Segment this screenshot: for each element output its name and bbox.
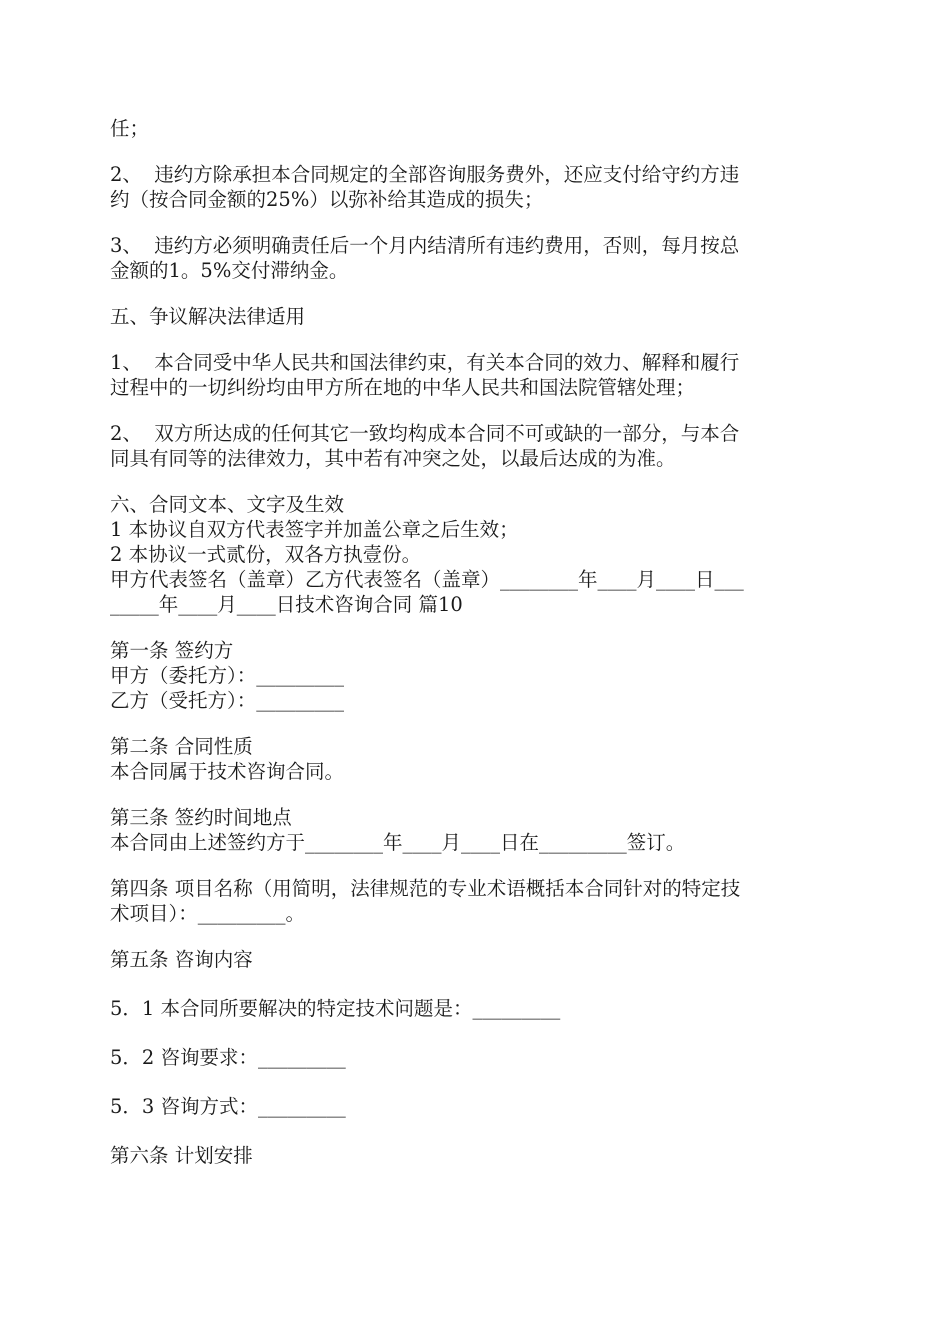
- article-2-heading: 第二条 合同性质: [110, 735, 253, 758]
- article-4-heading: 第四条 项目名称（用简明，法律规范的专业术语概括本合同针对的特定技: [110, 877, 741, 900]
- clause-6-2: 2 本协议一式贰份，双各方执壹份。: [110, 543, 422, 566]
- clause-5-2: 2、 双方所达成的任何其它一致均构成本合同不可或缺的一部分，与本合: [110, 422, 740, 445]
- item-5-1: 5．1 本合同所要解决的特定技术问题是：_________: [110, 997, 561, 1020]
- clause-6-1: 1 本协议自双方代表签字并加盖公章之后生效；: [110, 518, 519, 541]
- clause-4-2: 2、 违约方除承担本合同规定的全部咨询服务费外，还应支付给守约方违: [110, 163, 740, 186]
- article-6-heading: 第六条 计划安排: [110, 1144, 253, 1167]
- text-line: 术项目）：_________。: [110, 902, 306, 925]
- article-5-heading: 第五条 咨询内容: [110, 948, 253, 971]
- text-line: 同具有同等的法律效力，其中若有冲突之处，以最后达成的为准。: [110, 447, 676, 470]
- clause-5-1: 1、 本合同受中华人民共和国法律约束，有关本合同的效力、解释和履行: [110, 351, 740, 374]
- text-line: 约（按合同金额的25%）以弥补给其造成的损失；: [110, 188, 544, 211]
- clause-4-3: 3、 违约方必须明确责任后一个月内结清所有违约费用，否则，每月按总: [110, 234, 740, 257]
- text-line: 本合同属于技术咨询合同。: [110, 760, 345, 783]
- party-a-field: 甲方（委托方）：_________: [110, 664, 345, 687]
- section-heading-5: 五、争议解决法律适用: [110, 305, 306, 328]
- text-line: 任；: [110, 117, 150, 140]
- section-heading-6: 六、合同文本、文字及生效: [110, 493, 345, 516]
- signature-line-continued: _____年____月____日技术咨询合同 篇10: [110, 593, 463, 616]
- article-1-heading: 第一条 签约方: [110, 639, 234, 662]
- party-b-field: 乙方（受托方）：_________: [110, 689, 345, 712]
- item-5-3: 5．3 咨询方式：_________: [110, 1095, 346, 1118]
- item-5-2: 5．2 咨询要求：_________: [110, 1046, 346, 1069]
- text-line: 过程中的一切纠纷均由甲方所在地的中华人民共和国法院管辖处理；: [110, 376, 696, 399]
- article-3-heading: 第三条 签约时间地点: [110, 806, 292, 829]
- signature-line: 甲方代表签名（盖章）乙方代表签名（盖章）________年____月____日___: [110, 568, 744, 591]
- document-page: [110, 116, 840, 1168]
- signing-time-place: 本合同由上述签约方于________年____月____日在_________签订。: [110, 831, 686, 854]
- text-line: 金额的1。5%交付滞纳金。: [110, 259, 349, 282]
